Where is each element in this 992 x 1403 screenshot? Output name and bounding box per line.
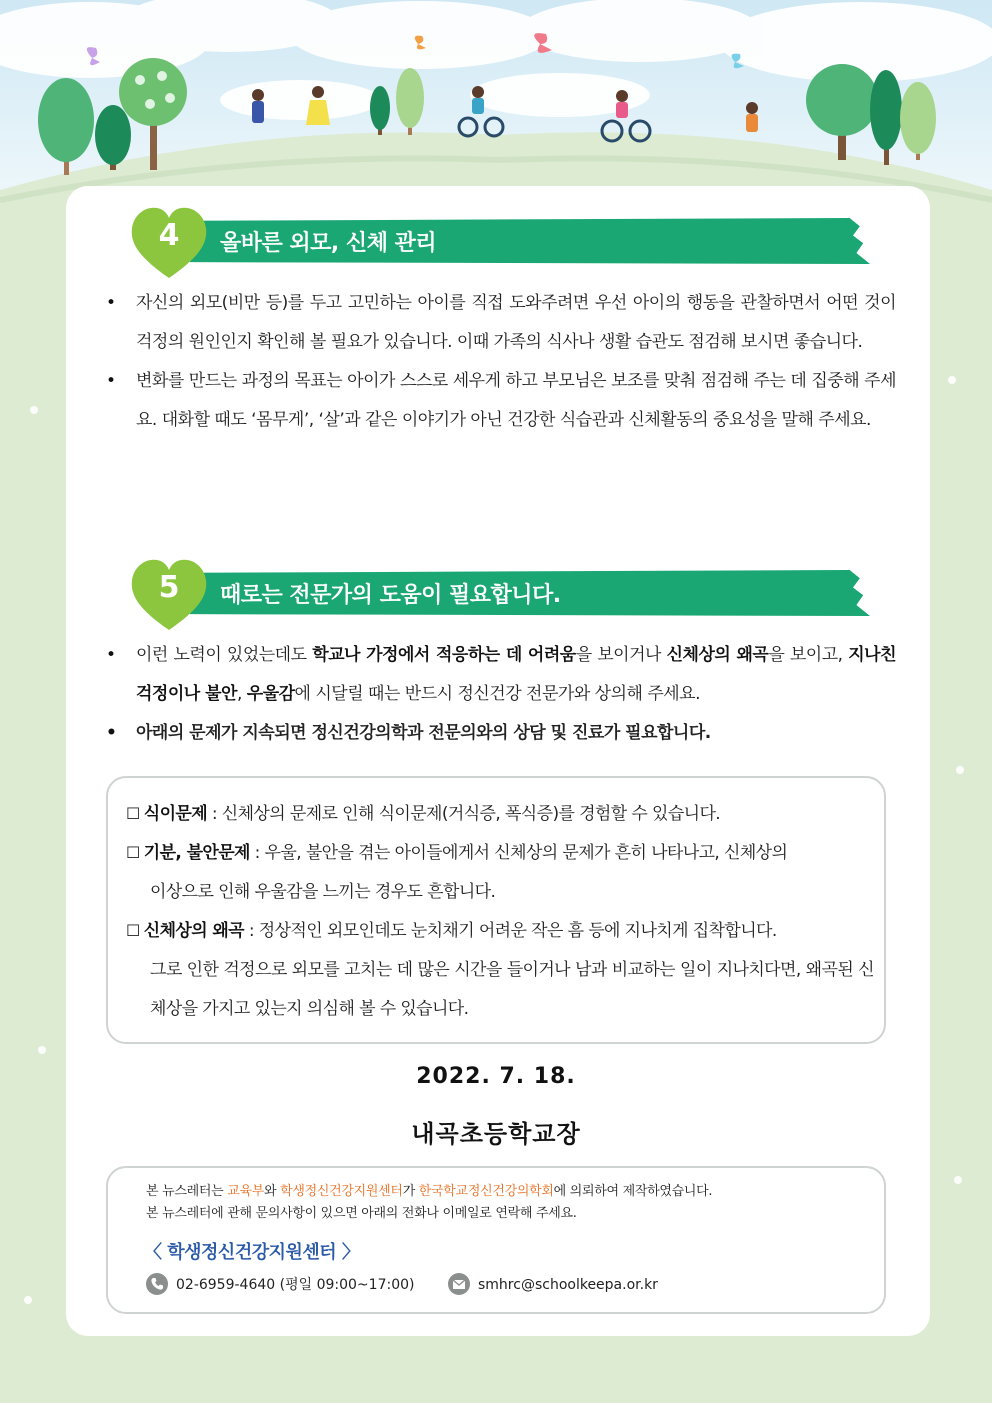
section-4-bullet-2: • 변화를 만드는 과정의 목표는 아이가 스스로 세우게 하고 부모님은 보조를 맞춰 점검해 주는 데 집중해 주세요. 대화할 때도 ‘몸무게’, ‘살’과 같은 이야기가 아닌 건강한 식습관과 신체활동의 중요성을 말해 주세요. (106, 362, 896, 440)
section-5-title: 때로는 전문가의 도움이 필요합니다. (220, 583, 561, 608)
bold-run: 신체상의 왜곡 (666, 645, 769, 665)
text-run: , (236, 684, 247, 704)
email-address: smhrc@schoolkeepa.or.kr (478, 1277, 658, 1293)
symptom-distortion (126, 911, 874, 1029)
symptom-eating (126, 794, 874, 834)
text-run: 에 시달릴 때는 반드시 정신건강 전문가와 상의해 주세요. (294, 684, 700, 704)
symptom-desc: : 우울, 불안을 겪는 아이들에게서 신체상의 문제가 흔히 나타나고, 신체상의 (249, 843, 788, 863)
checkbox-icon: ☐ (126, 921, 140, 940)
symptom-term: 신체상의 왜곡 (143, 921, 245, 941)
section-5-bullet-list (106, 636, 896, 753)
symptom-desc: : 정상적인 외모인데도 눈치채기 어려운 작은 흠 등에 지나치게 집착합니다. (244, 921, 777, 941)
principal-signature: 내곡초등학교장 (411, 1120, 581, 1148)
issue-date: 2022. 7. 18. (416, 1064, 576, 1089)
footer-box (106, 1166, 886, 1314)
section-5-header (130, 558, 870, 630)
symptom-term: 식이문제 (143, 804, 208, 824)
text-run: 을 보이고, (768, 645, 849, 665)
symptom-box (106, 776, 886, 1044)
text-run: 이런 노력이 있었는데도 (136, 645, 313, 665)
section-5-bullet-2: • 아래의 문제가 지속되면 정신건강의학과 전문의와의 상담 및 진료가 필요합니다. (106, 714, 896, 753)
text-run: 와 (264, 1184, 281, 1199)
email-contact[interactable] (448, 1274, 658, 1296)
highlight-run: 교육부 (227, 1184, 264, 1199)
symptom-mood (126, 833, 874, 912)
highlight-run: 학생정신건강지원센터 (280, 1184, 403, 1199)
section-4-title: 올바른 외모, 신체 관리 (220, 231, 437, 256)
checkbox-icon: ☐ (126, 843, 140, 862)
bold-run: 우울감 (246, 684, 295, 704)
phone-icon (146, 1273, 168, 1295)
mail-icon (448, 1273, 470, 1295)
highlight-run: 한국학교정신건강의학회 (418, 1184, 554, 1199)
text-run: 에 의뢰하여 제작하였습니다. (553, 1184, 713, 1199)
footer-line-2: 본 뉴스레터에 관해 문의사항이 있으면 아래의 전화나 이메일로 연락해 주세요. (146, 1206, 577, 1221)
checkbox-icon: ☐ (126, 804, 140, 823)
section-4-bullet-list (106, 284, 896, 440)
center-name: 〈 학생정신건강지원센터 〉 (144, 1242, 360, 1263)
section-5-bullet-1 (106, 636, 896, 714)
text-run: 가 (402, 1184, 419, 1199)
symptom-desc-cont: 그로 인한 걱정으로 외모를 고치는 데 많은 시간을 들이거나 남과 비교하는 일이 지나치다면, 왜곡된 신체상을 가지고 있는지 의심해 볼 수 있습니다. (150, 960, 874, 1019)
text-run: 을 보이거나 (575, 645, 667, 665)
bold-run: 학교나 가정에서 적응하는 데 어려움 (312, 645, 576, 665)
footer-line-1 (146, 1180, 712, 1199)
section-5-number: 5 (158, 570, 180, 605)
phone-number: 02-6959-4640 (평일 09:00~17:00) (176, 1277, 415, 1293)
section-4-number: 4 (158, 218, 180, 253)
symptom-term: 기분, 불안문제 (143, 843, 250, 863)
section-4-bullet-1: • 자신의 외모(비만 등)를 두고 고민하는 아이를 직접 도와주려면 우선 아이의 행동을 관찰하면서 어떤 것이 걱정의 원인인지 확인해 볼 필요가 있습니다. 이때 가족의 식사나 생활 습관도 점검해 보시면 좋습니다. (106, 284, 896, 362)
bold-run: 지나친 걱정이나 불안 (136, 645, 896, 704)
symptom-desc: : 신체상의 문제로 인해 식이문제(거식증, 폭식증)를 경험할 수 있습니다. (207, 804, 721, 824)
section-4-header (130, 206, 870, 278)
phone-contact[interactable] (146, 1274, 414, 1296)
symptom-desc-cont: 이상으로 인해 우울감을 느끼는 경우도 흔합니다. (150, 882, 496, 902)
text-run: 본 뉴스레터는 (146, 1184, 228, 1199)
